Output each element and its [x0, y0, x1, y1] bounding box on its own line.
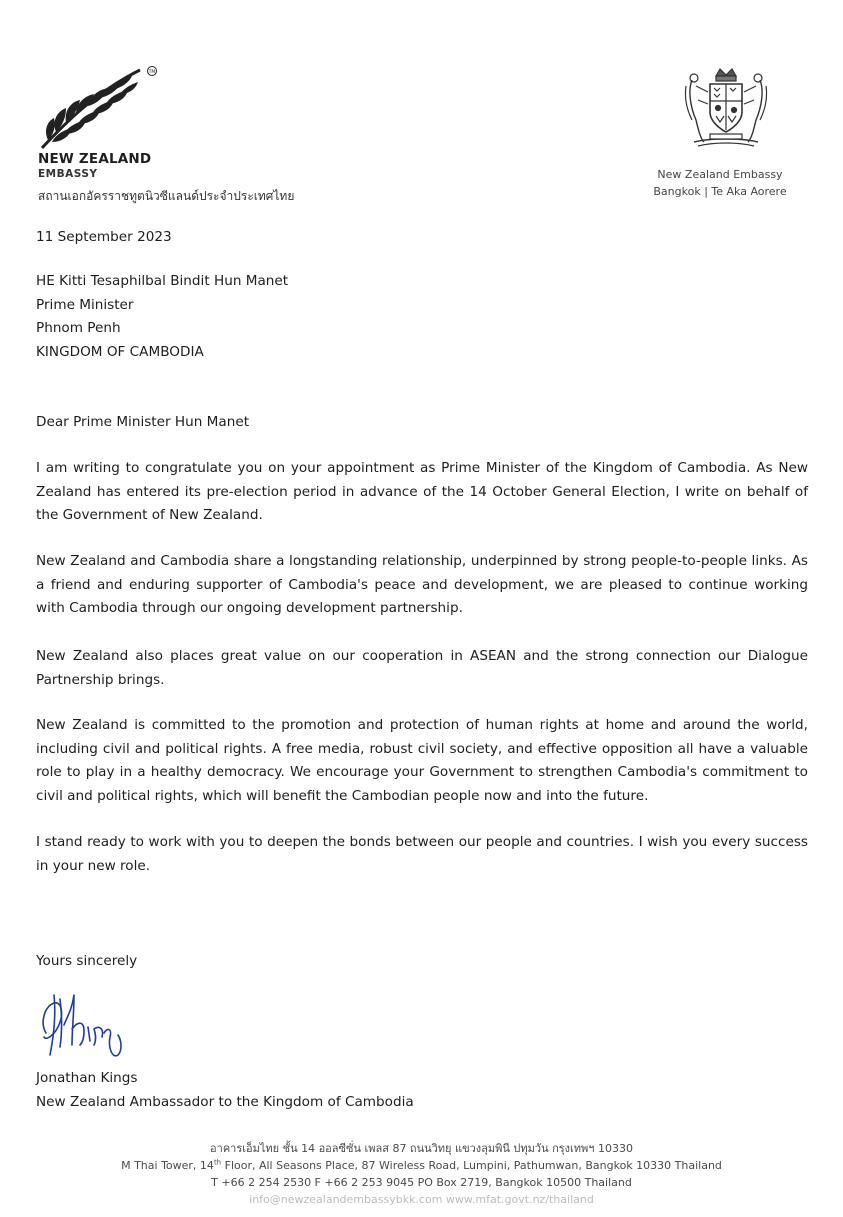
trademark-mark: TM — [148, 70, 156, 75]
embassy-location: Bangkok | Te Aka Aorere — [653, 185, 787, 198]
footer-address — [0, 1157, 843, 1174]
closing: Yours sincerely — [36, 953, 138, 969]
address-line: Prime Minister — [36, 296, 134, 313]
footer-contact: T +66 2 254 2530 F +66 2 253 9045 PO Box 2719, Bangkok 10500 Thailand — [211, 1176, 632, 1189]
footer-address-part: Floor, All Seasons Place, 87 Wireless Road, Lumpini, Pathumwan, Bangkok 10330 Thailand — [221, 1159, 722, 1172]
body-paragraph: New Zealand is committed to the promotion and protection of human rights at home and around the world, including civil and political rights. A free media, robust civil society, and effective opposition all have a valuable role to play in a healthy democracy. We encourage your Government to strengthen Cambodia's commitment to civil and political rights, which will benefit the Cambodian people now and into the future. — [36, 717, 808, 804]
org-name: NEW ZEALAND — [38, 151, 152, 167]
footer-address-part: M Thai Tower, 14 — [121, 1159, 214, 1172]
signer-name: Jonathan Kings — [36, 1070, 138, 1086]
signature — [38, 985, 130, 1065]
salutation: Dear Prime Minister Hun Manet — [36, 414, 250, 430]
footer-thai-address: อาคารเอ็มไทย ชั้น 14 ออลซีซั่น เพลส 87 ถนนวิทยุ แขวงลุมพินี ปทุมวัน กรุงเทพฯ 10330 — [210, 1142, 633, 1155]
org-thai-name: สถานเอกอัครราชทูตนิวซีแลนด์ประจำประเทศไทย — [38, 189, 295, 203]
body-paragraph: New Zealand also places great value on our cooperation in ASEAN and the strong connection our Dialogue Partnership brings. — [36, 648, 808, 688]
address-line: Phnom Penh — [36, 320, 121, 336]
coat-of-arms-icon — [680, 66, 772, 152]
org-subtitle: EMBASSY — [38, 168, 98, 180]
silver-fern-logo — [36, 62, 160, 152]
address-line: HE Kitti Tesaphilbal Bindit Hun Manet — [36, 273, 289, 289]
address-line: KINGDOM OF CAMBODIA — [36, 343, 204, 360]
body-paragraph: I am writing to congratulate you on your appointment as Prime Minister of the Kingdom of Cambodia. As New Zealand has entered its pre-election period in advance of the 14 October General Election, I write on behalf of the Government of New Zealand. — [36, 460, 808, 523]
embassy-name: New Zealand Embassy — [657, 168, 783, 181]
body-paragraph: I stand ready to work with you to deepen the bonds between our people and countries. I wish you every success in your new role. — [36, 834, 808, 874]
footer-address-suffix: th — [213, 1158, 222, 1167]
footer-web: info@newzealandembassybkk.com www.mfat.govt.nz/thailand — [249, 1193, 594, 1206]
recipient-address — [36, 270, 288, 364]
signer-title: New Zealand Ambassador to the Kingdom of Cambodia — [36, 1094, 414, 1110]
body-paragraph: New Zealand and Cambodia share a longstanding relationship, underpinned by strong people-to-people links. As a friend and enduring supporter of Cambodia's peace and development, we are pleased to continue working with Cambodia through our ongoing development partnership. — [36, 553, 808, 616]
letter-date: 11 September 2023 — [36, 229, 172, 245]
